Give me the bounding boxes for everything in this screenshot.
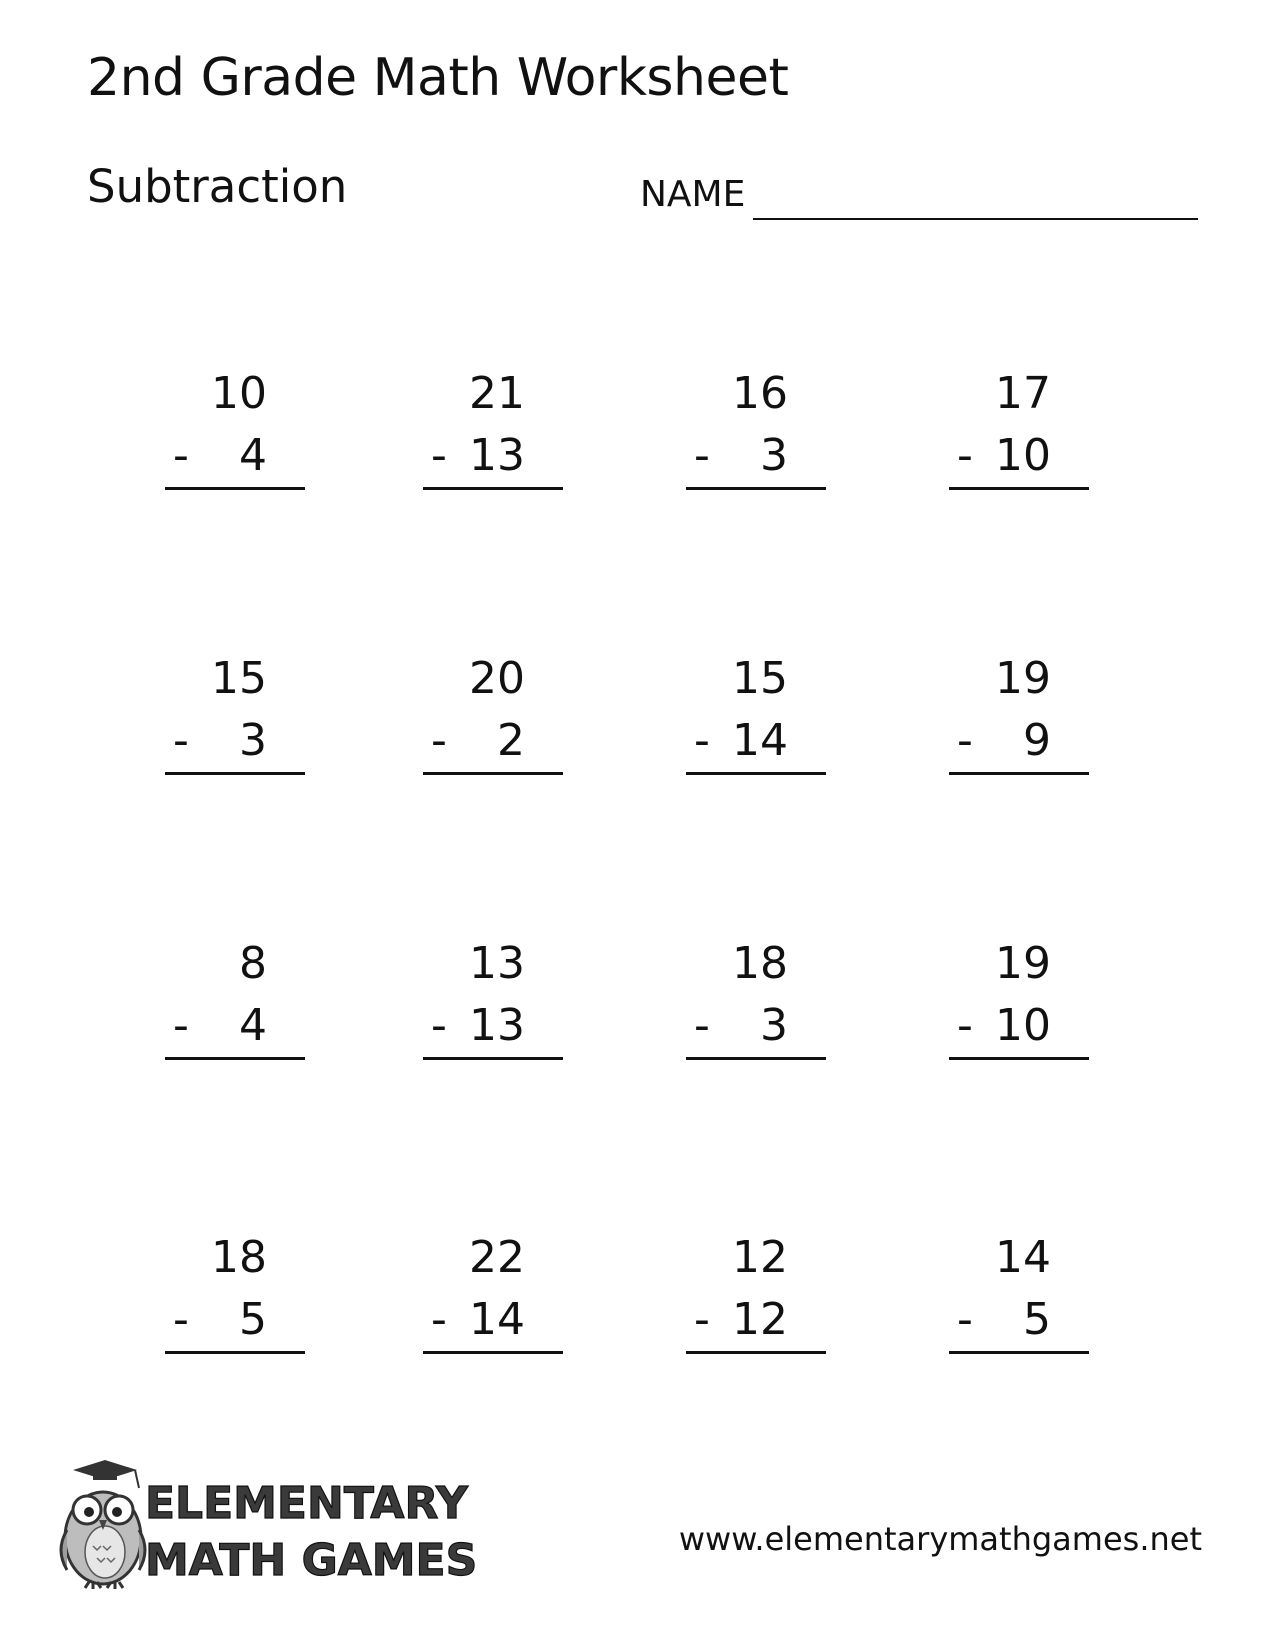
problem-5: [165, 653, 305, 787]
minuend: 15: [211, 653, 267, 704]
answer-line: [949, 487, 1089, 490]
subtrahend: 5: [239, 1294, 267, 1345]
logo-text-line2: MATH GAMES: [145, 1535, 478, 1586]
answer-line: [165, 1351, 305, 1354]
problem-11: [686, 938, 826, 1072]
worksheet-subtitle: Subtraction: [87, 160, 348, 213]
minuend: 22: [469, 1232, 525, 1283]
website-url: www.elementarymathgames.net: [678, 1520, 1202, 1558]
logo-text-line1: ELEMENTARY: [145, 1478, 468, 1529]
minuend: 19: [995, 653, 1051, 704]
answer-line: [686, 1351, 826, 1354]
minuend: 8: [239, 938, 267, 989]
name-label: NAME: [640, 174, 746, 215]
minuend: 19: [995, 938, 1051, 989]
subtrahend: 4: [239, 1000, 267, 1051]
answer-line: [686, 1057, 826, 1060]
answer-line: [423, 487, 563, 490]
minus-sign: -: [173, 430, 189, 481]
subtrahend: 14: [469, 1294, 525, 1345]
answer-line: [165, 1057, 305, 1060]
name-field: [640, 174, 1200, 222]
owl-graduation-cap-icon: [45, 1460, 478, 1590]
minus-sign: -: [173, 715, 189, 766]
minuend: 18: [732, 938, 788, 989]
minus-sign: -: [694, 1000, 710, 1051]
minuend: 18: [211, 1232, 267, 1283]
subtrahend: 3: [239, 715, 267, 766]
answer-line: [423, 1057, 563, 1060]
subtrahend: 13: [469, 430, 525, 481]
subtrahend: 9: [1023, 715, 1051, 766]
minus-sign: -: [957, 1294, 973, 1345]
problem-7: [686, 653, 826, 787]
minus-sign: -: [957, 715, 973, 766]
answer-line: [423, 772, 563, 775]
answer-line: [165, 772, 305, 775]
minus-sign: -: [431, 1000, 447, 1051]
answer-line: [949, 1057, 1089, 1060]
problem-10: [423, 938, 563, 1072]
minuend: 20: [469, 653, 525, 704]
answer-line: [949, 1351, 1089, 1354]
answer-line: [686, 772, 826, 775]
subtrahend: 10: [995, 1000, 1051, 1051]
minus-sign: -: [694, 430, 710, 481]
minuend: 12: [732, 1232, 788, 1283]
minus-sign: -: [694, 715, 710, 766]
answer-line: [165, 487, 305, 490]
subtrahend: 4: [239, 430, 267, 481]
minus-sign: -: [173, 1294, 189, 1345]
minuend: 15: [732, 653, 788, 704]
minus-sign: -: [431, 430, 447, 481]
minus-sign: -: [694, 1294, 710, 1345]
problem-4: [949, 368, 1089, 502]
problem-12: [949, 938, 1089, 1072]
minuend: 13: [469, 938, 525, 989]
minus-sign: -: [431, 715, 447, 766]
problem-1: [165, 368, 305, 502]
worksheet-title: 2nd Grade Math Worksheet: [87, 48, 789, 108]
subtrahend: 13: [469, 1000, 525, 1051]
minuend: 14: [995, 1232, 1051, 1283]
subtrahend: 3: [760, 1000, 788, 1051]
minus-sign: -: [173, 1000, 189, 1051]
problem-14: [423, 1232, 563, 1366]
answer-line: [423, 1351, 563, 1354]
answer-line: [686, 487, 826, 490]
subtrahend: 14: [732, 715, 788, 766]
problem-6: [423, 653, 563, 787]
problem-13: [165, 1232, 305, 1366]
problem-3: [686, 368, 826, 502]
minus-sign: -: [957, 1000, 973, 1051]
subtrahend: 3: [760, 430, 788, 481]
problem-9: [165, 938, 305, 1072]
subtrahend: 2: [497, 715, 525, 766]
problem-15: [686, 1232, 826, 1366]
minuend: 21: [469, 368, 525, 419]
problem-16: [949, 1232, 1089, 1366]
minuend: 17: [995, 368, 1051, 419]
subtrahend: 10: [995, 430, 1051, 481]
name-underline: [753, 218, 1198, 220]
subtrahend: 5: [1023, 1294, 1051, 1345]
minus-sign: -: [957, 430, 973, 481]
elementary-math-games-logo: [45, 1460, 478, 1590]
minuend: 10: [211, 368, 267, 419]
answer-line: [949, 772, 1089, 775]
minus-sign: -: [431, 1294, 447, 1345]
subtrahend: 12: [732, 1294, 788, 1345]
minuend: 16: [732, 368, 788, 419]
problem-8: [949, 653, 1089, 787]
problem-2: [423, 368, 563, 502]
